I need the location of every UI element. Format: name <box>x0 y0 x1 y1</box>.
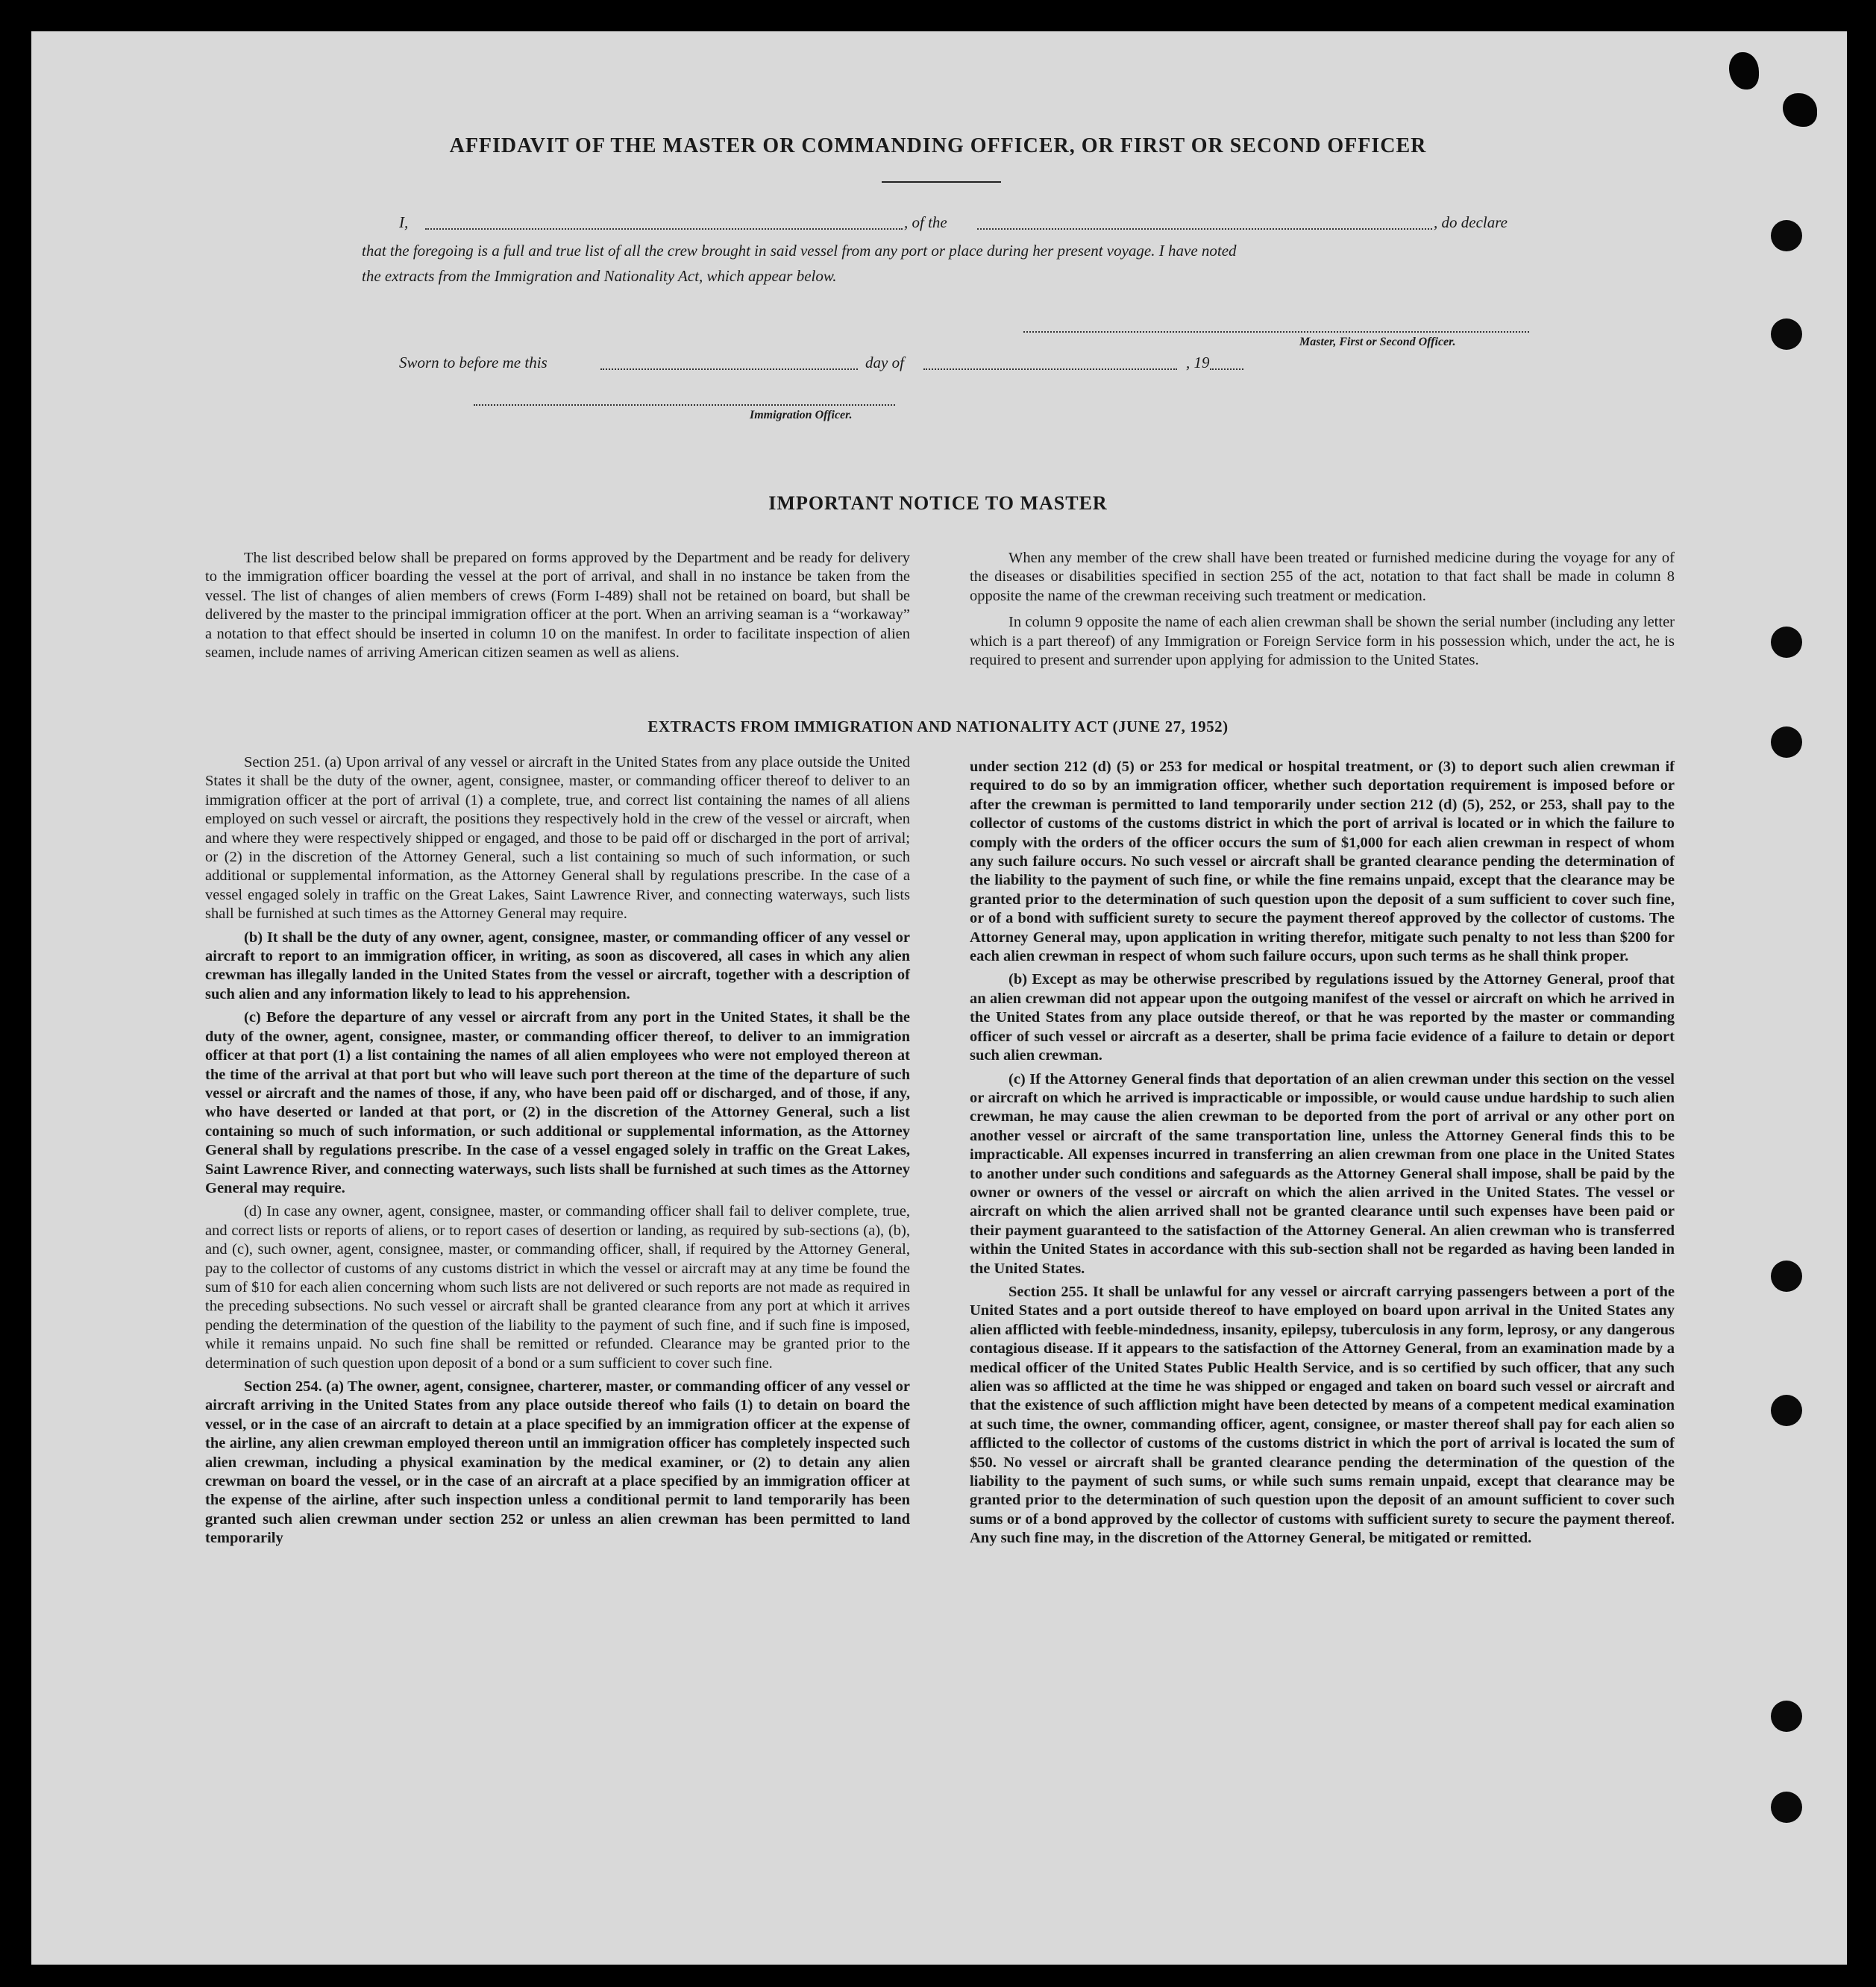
vessel-name-line[interactable] <box>977 228 1432 230</box>
sworn-label: Sworn to before me this <box>399 354 548 371</box>
do-declare-label: , do declare <box>1434 213 1508 231</box>
punch-hole <box>1771 318 1802 350</box>
section-251d: (d) In case any owner, agent, consignee, master, or commanding officer shall fail to deliver complete, true, and correct lists or reports of aliens, or to report cases of desertion or landing, as required by sub-sections (a), (b), and (c), such owner, agent, consignee, master, or commanding officer, shall, if required by the Attorney General, pay to the collector of customs of any customs district in which the vessel or aircraft may at any time be found the sum of $10 for each alien concerning whom such lists are not delivered or such reports are not made as required in the preceding subsections. No such vessel or aircraft shall be granted clearance from any port at which it arrives pending the determination of the question of the liability to the payment of such fine, and if such fine is imposed, while it remains unpaid. No such fine shall be remitted or refunded. Clearance may be granted prior to the determination of such question upon deposit of a bond or a sum sufficient to cover such fine. <box>205 1203 910 1372</box>
section-251a: Section 251. (a) Upon arrival of any vessel or aircraft in the United States from any place outside the United States it shall be the duty of the owner, agent, consignee, master, or commanding officer thereof to deliver to an immigration officer at the port of arrival (1) a complete, true, and correct list containing the names of all aliens employed on such vessel or aircraft, the positions they respectively hold in the crew of the vessel or aircraft, when and where they were respectively shipped or engaged, and those to be paid off or discharged in the port of arrival; or (2) in the discretion of the Attorney General, such a list containing so much of such information, or such additional or supplemental information, as the Attorney General shall by regulations prescribe. In the case of a vessel engaged solely in traffic on the Great Lakes, Saint Lawrence River, and connecting waterways, such lists shall be furnished at such times as the Attorney General may require. <box>205 754 910 923</box>
punch-hole <box>1771 1261 1802 1292</box>
section-255: Section 255. It shall be unlawful for any vessel or aircraft carrying passengers between a port of the United States and a port outside thereof to have employed on board upon arrival in the United States any alien afflicted with feeble-mindedness, insanity, epilepsy, tuberculosis in any form, leprosy, or any dangerous contagious disease. If it appears to the satisfaction of the Attorney General, from an examination made by a medical officer of the United States Public Health Service, and is so certified by such officer, that any such alien was so afflicted at the time he was shipped or engaged and taken on board such vessel or aircraft and that the existence of such affliction might have been detected by means of a competent medical examination at such time, the owner, commanding officer, agent, consignee, or master thereof shall pay for each alien so afflicted to the collector of customs of the customs district in which the port of arrival is located the sum of $50. No vessel or aircraft shall be granted clearance pending the determination of the question of the liability to the payment of such sums, or while such sums remain unpaid, except that clearance may be granted prior to the determination of such question upon the deposit of an amount sufficient to cover such sums or of a bond approved by the collector of customs with sufficient surety to secure the payment thereof. Any such fine may, in the discretion of the Attorney General, be mitigated or remitted. <box>970 1283 1675 1547</box>
sworn-year-line[interactable] <box>1210 368 1243 370</box>
of-the-label: , of the <box>904 213 947 231</box>
notice-title: IMPORTANT NOTICE TO MASTER <box>768 492 1108 514</box>
title-underline <box>882 181 1001 183</box>
year-prefix-label: , 19 <box>1186 354 1210 371</box>
punch-hole <box>1771 627 1802 658</box>
declarant-name-line[interactable] <box>425 228 903 230</box>
punch-hole <box>1771 220 1802 251</box>
section-251b: (b) It shall be the duty of any owner, agent, consignee, master, or commanding officer of any vessel or aircraft to report to an immigration officer, in writing, as soon as discovered, all cases in which any alien crewman has illegally landed in the United States from the vessel or aircraft, together with a description of such alien and any information likely to lead to his apprehension. <box>205 929 910 1002</box>
day-of-label: day of <box>865 354 904 371</box>
master-signature-label: Master, First or Second Officer. <box>1299 336 1456 348</box>
immigration-officer-signature-line[interactable] <box>474 404 895 406</box>
extracts-left-column <box>205 753 910 1548</box>
extracts-right-column <box>970 758 1675 1548</box>
notice-right-column <box>970 549 1675 670</box>
notice-paragraph: In column 9 opposite the name of each alien crewman shall be shown the serial number (including any letter which is a part thereof) of any Immigration or Foreign Service form in his possession which, under the act, he is required to present and surrender upon applying for admission to the United States. <box>970 614 1675 669</box>
declarant-label: I, <box>399 213 409 231</box>
sworn-month-line[interactable] <box>923 368 1177 370</box>
section-251c: (c) Before the departure of any vessel or aircraft from any port in the United States, it shall be the duty of the owner, agent, consignee, master, or commanding officer thereof, to deliver to an immigration officer at that port (1) a list containing the names of all alien employees who were not employed thereon at the time of the arrival at that port but who will leave such port thereon at the time of the departure of such vessel or aircraft and the names of those, if any, who have been paid off or discharged, and of those, if any, who have deserted or landed at that port, or (2) in the discretion of the Attorney General, such a list containing so much of such information, or such additional or supplemental information, as the Attorney General shall by regulations prescribe. In the case of a vessel engaged solely in traffic on the Great Lakes, Saint Lawrence River, and connecting waterways, such lists shall be furnished at such times as the Attorney General may require. <box>205 1009 910 1196</box>
affidavit-title: AFFIDAVIT OF THE MASTER OR COMMANDING OFFICER, OR FIRST OR SECOND OFFICER <box>449 134 1427 157</box>
notice-left-column <box>205 549 910 662</box>
extracts-heading: EXTRACTS FROM IMMIGRATION AND NATIONALITY ACT (JUNE 27, 1952) <box>647 718 1229 735</box>
affidavit-line-3: the extracts from the Immigration and Nationality Act, which appear below. <box>362 267 837 285</box>
punch-hole <box>1771 1792 1802 1823</box>
section-254c: (c) If the Attorney General finds that deportation of an alien crewman under this section on the vessel or aircraft on which he arrived is impracticable or impossible, or would cause undue hardship to such alien crewman, he may cause the alien crewman to be deported from the port of arrival or any other port on another vessel or aircraft of the same transportation line, unless the Attorney General finds this to be impracticable. All expenses incurred in transferring an alien crewman from one place in the United States to another under such conditions and safeguards as the Attorney General shall impose, shall be paid by the owner or owners of the vessel or aircraft on which the alien arrived in the United States. The vessel or aircraft on which the alien arrived shall not be granted clearance until such expenses have been paid or their payment guaranteed to the satisfaction of the Attorney General. An alien crewman who is transferred within the United States in accordance with this sub-section shall not be regarded as having been landed in the United States. <box>970 1070 1675 1277</box>
section-254b: (b) Except as may be otherwise prescribed by regulations issued by the Attorney General, proof that an alien crewman did not appear upon the outgoing manifest of the vessel or aircraft on which he arrived in the United States from any place outside thereof, or that he was reported by the master or commanding officer of such vessel or aircraft as a deserter, shall be prima facie evidence of a failure to detain or deport such alien crewman. <box>970 971 1675 1064</box>
section-254a-continued: under section 212 (d) (5) or 253 for medical or hospital treatment, or (3) to deport such alien crewman if required to do so by an immigration officer, whether such deportation requirement is imposed before or after the crewman is permitted to land temporarily under section 212 (d) (5), 252, or 253, shall pay to the collector of customs of the customs district in which the port of arrival is located or in which the failure to comply with the orders of the officer occurs the sum of $1,000 for each alien crewman in respect of whom any such failure occurs. No such vessel or aircraft shall be granted clearance pending the determination of the liability to the payment of such fine, or while the fine remains unpaid, except that the clearance may be granted prior to the determination of such question upon the deposit of a sum sufficient to cover such fine, or of a bond with sufficient surety to secure the payment thereof approved by the collector of customs. The Attorney General may, upon application in writing therefor, mitigate such penalty to not less than $200 for each alien crewman in respect of whom such failure occurs, upon such terms as he shall think proper. <box>970 759 1675 965</box>
immigration-officer-label: Immigration Officer. <box>750 409 853 421</box>
notice-paragraph: The list described below shall be prepared on forms approved by the Department and be ready for delivery to the immigration officer boarding the vessel at the port of arrival, and shall in no instance be taken from the vessel. The list of changes of alien members of crews (Form I-489) shall not be retained on board, but shall be delivered by the master to the principal immigration officer at the port. When an arriving seaman is a “workaway” a notation to that effect should be inserted in column 10 on the manifest. In order to facilitate inspection of alien seamen, include names of arriving American citizen seamen as well as aliens. <box>205 550 910 662</box>
punch-hole <box>1771 1395 1802 1426</box>
affidavit-line-2: that the foregoing is a full and true list of all the crew brought in said vessel from any port or place during her present voyage. I have noted <box>362 242 1237 260</box>
section-254a: Section 254. (a) The owner, agent, consignee, charterer, master, or commanding officer of any vessel or aircraft arriving in the United States from any place outside thereof who fails (1) to detain on board the vessel, or in the case of an aircraft to detain at a place specified by an immigration officer at the expense of the airline, any alien crewman employed thereon until an immigration officer has completely inspected such alien crewman, including a physical examination by the medical examiner, or (2) to detain any alien crewman on board the vessel, or in the case of an aircraft at a place specified by an immigration officer at the expense of the airline, after such inspection unless a conditional permit to land temporarily has been granted such alien crewman under section 252 or unless an alien crewman has been permitted to land temporarily <box>205 1378 910 1547</box>
master-signature-line[interactable] <box>1023 331 1529 333</box>
notice-paragraph: When any member of the crew shall have been treated or furnished medicine during the voyage for any of the diseases or disabilities specified in section 255 of the act, notation to that fact shall be made in column 8 opposite the name of the crewman receiving such treatment or medication. <box>970 550 1675 604</box>
sworn-day-line[interactable] <box>600 368 858 370</box>
punch-hole <box>1771 1701 1802 1732</box>
